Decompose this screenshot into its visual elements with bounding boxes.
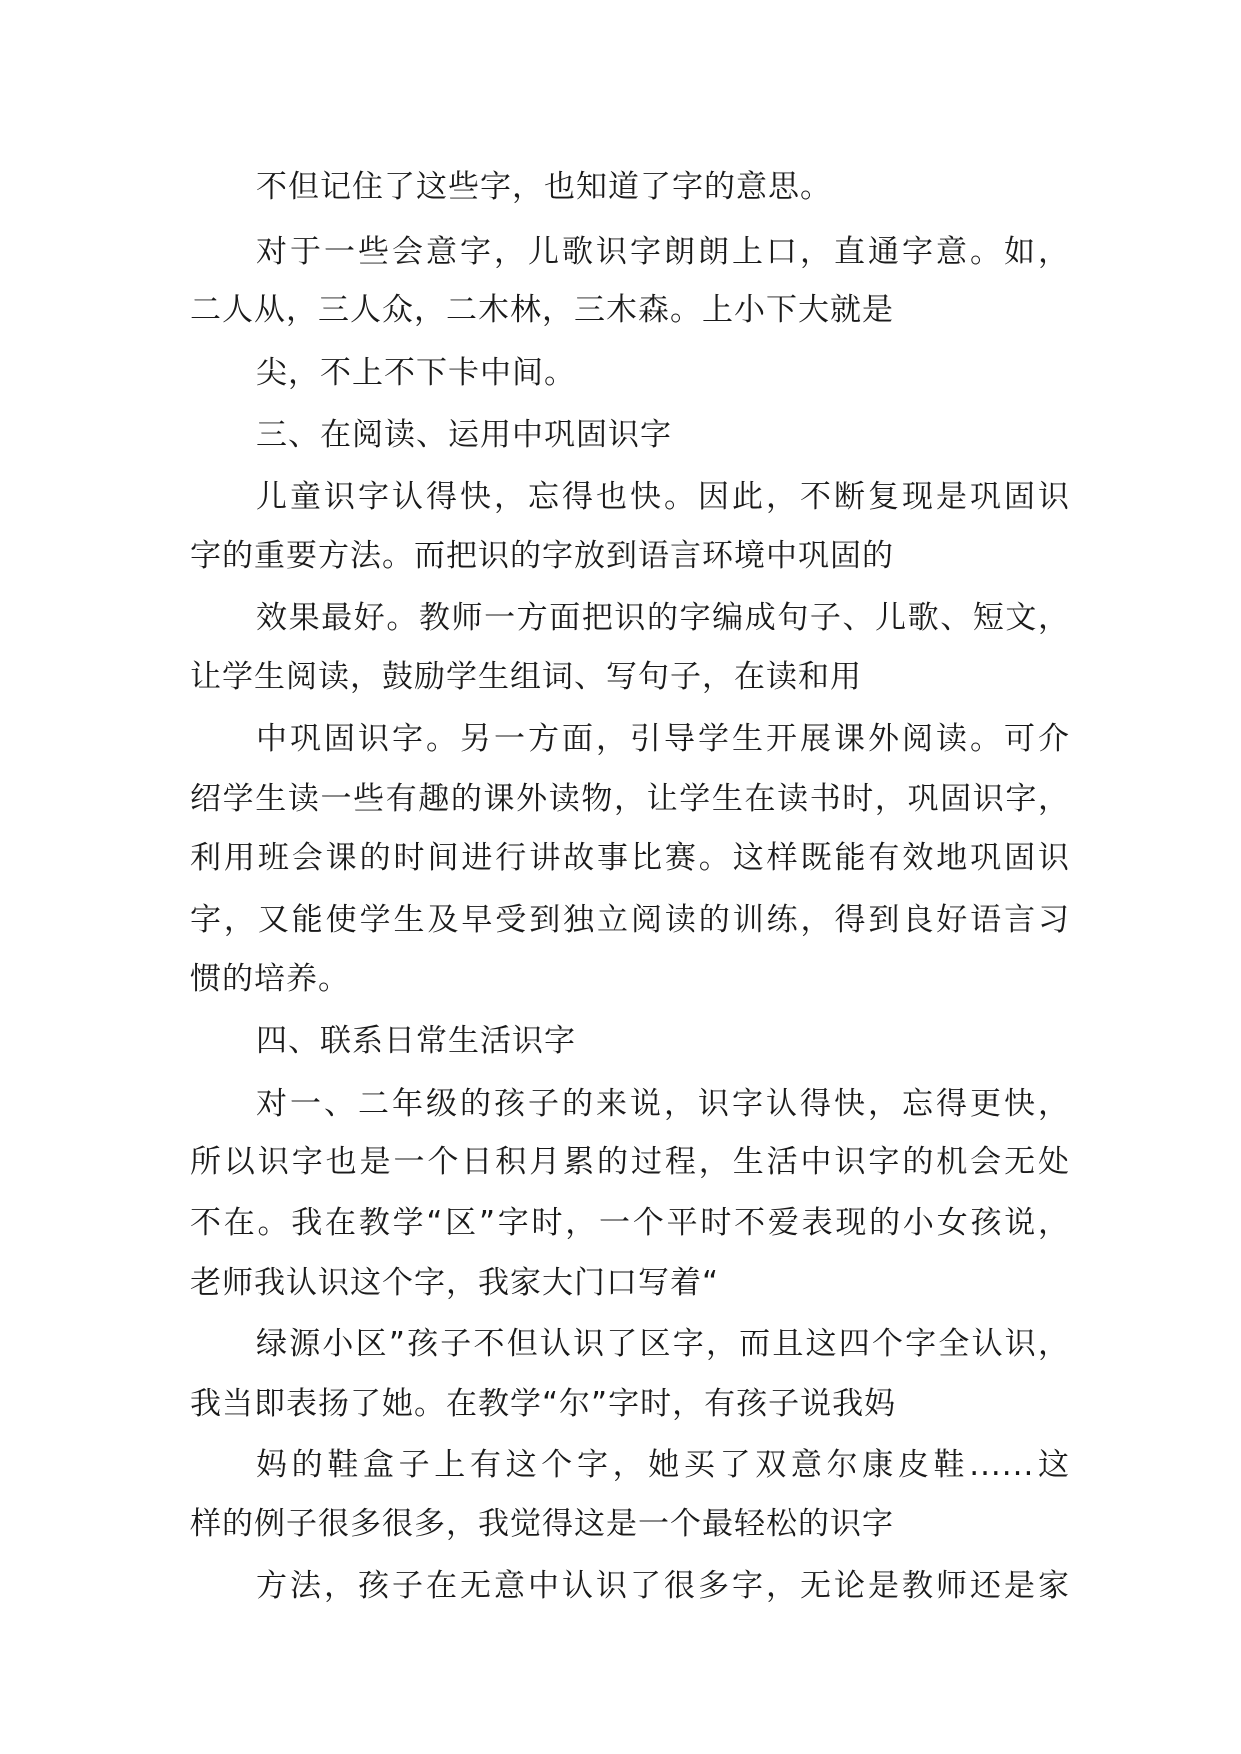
text-line: 字的重要方法。而把识的字放到语言环境中巩固的 <box>190 538 894 574</box>
text-line: 所以识字也是一个日积月累的过程，生活中识字的机会无处 <box>190 1144 1070 1180</box>
text-line: 对一、二年级的孩子的来说，识字认得快，忘得更快， <box>256 1086 1070 1122</box>
text-line: 绍学生读一些有趣的课外读物，让学生在读书时，巩固识字， <box>190 781 1070 817</box>
text-line: 惯的培养。 <box>190 961 350 997</box>
section-heading: 三、在阅读、运用中巩固识字 <box>256 417 672 453</box>
text-line: 让学生阅读，鼓励学生组词、写句子，在读和用 <box>190 659 862 695</box>
text-line: 尖，不上不下卡中间。 <box>256 355 576 391</box>
text-line: 二人从，三人众，二木林，三木森。上小下大就是 <box>190 292 894 328</box>
text-line: 对于一些会意字，儿歌识字朗朗上口，直通字意。如， <box>256 234 1070 270</box>
section-heading: 四、联系日常生活识字 <box>256 1023 576 1059</box>
text-line: 字，又能使学生及早受到独立阅读的训练，得到良好语言习 <box>190 902 1070 938</box>
text-line: 方法，孩子在无意中认识了很多字，无论是教师还是家 <box>256 1568 1070 1604</box>
text-line: 儿童识字认得快，忘得也快。因此，不断复现是巩固识 <box>256 479 1070 515</box>
text-line: 效果最好。教师一方面把识的字编成句子、儿歌、短文， <box>256 600 1070 636</box>
text-line: 利用班会课的时间进行讲故事比赛。这样既能有效地巩固识 <box>190 840 1070 876</box>
text-line: 不但记住了这些字，也知道了字的意思。 <box>256 169 832 205</box>
text-line: 样的例子很多很多，我觉得这是一个最轻松的识字 <box>190 1506 894 1542</box>
text-line: 我当即表扬了她。在教学“尔”字时，有孩子说我妈 <box>190 1386 897 1422</box>
text-line: 妈的鞋盒子上有这个字，她买了双意尔康皮鞋......这 <box>256 1447 1070 1483</box>
text-line: 老师我认识这个字，我家大门口写着“ <box>190 1265 720 1301</box>
text-line: 不在。我在教学“区”字时，一个平时不爱表现的小女孩说， <box>190 1205 1070 1241</box>
text-line: 中巩固识字。另一方面，引导学生开展课外阅读。可介 <box>256 721 1070 757</box>
text-line: 绿源小区”孩子不但认识了区字，而且这四个字全认识， <box>256 1326 1070 1362</box>
